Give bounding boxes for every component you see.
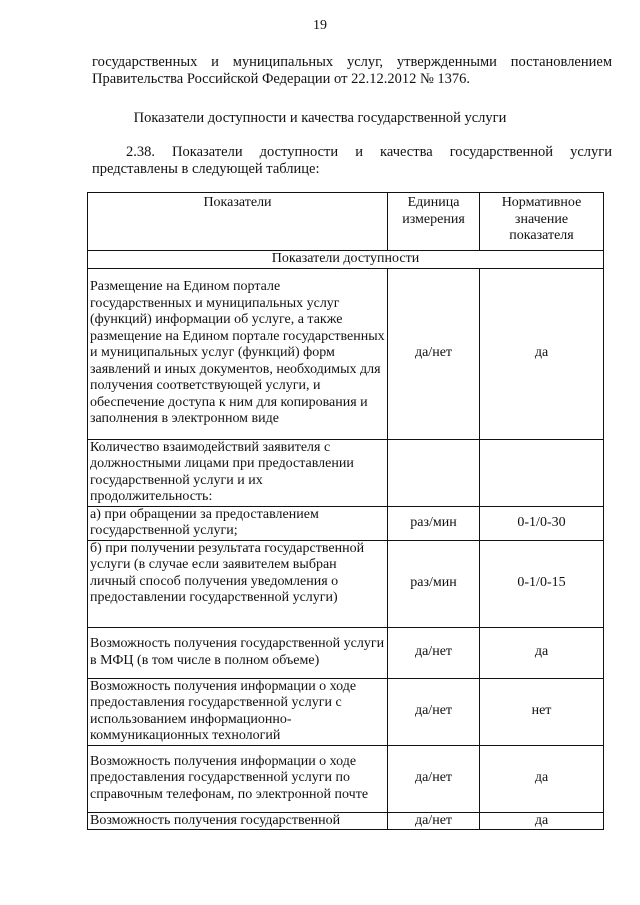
table-row xyxy=(88,439,604,506)
row-unit: да/нет xyxy=(388,812,480,830)
row-norm: да xyxy=(480,812,604,830)
row-norm: да xyxy=(480,745,604,812)
row-indicator: а) при обращении за предоставлением государственной услуги; xyxy=(88,506,388,540)
page-number: 19 xyxy=(313,18,327,33)
row-indicator: Размещение на Едином портале государственных и муниципальных услуг (функций) информации об услуге, а также размещение на Едином портале государственных и муниципальных услуг (функций) форм заявлений и иных документов, необходимых для получения соответствующей услуги, и обеспечение доступа к ним для копирования и заполнения в электронном виде xyxy=(88,268,388,439)
table-row xyxy=(88,745,604,812)
row-unit: да/нет xyxy=(388,627,480,678)
section-paragraph: 2.38. Показатели доступности и качества государственной услуги представлены в следующей таблице: xyxy=(92,144,612,177)
row-unit: да/нет xyxy=(388,745,480,812)
row-indicator: Возможность получения государственной xyxy=(88,812,388,830)
row-indicator: Количество взаимодействий заявителя с должностными лицами при предоставлении государственной услуги и их продолжительность: xyxy=(88,439,388,506)
row-unit: да/нет xyxy=(388,678,480,745)
row-unit: раз/мин xyxy=(388,506,480,540)
row-unit: раз/мин xyxy=(388,540,480,627)
row-indicator: б) при получении результата государственной услуги (в случае если заявителем выбран личный способ получения уведомления о предоставлении государственной услуги) xyxy=(88,540,388,627)
table-section-row xyxy=(88,251,604,269)
row-unit xyxy=(388,439,480,506)
indicators-table xyxy=(87,192,604,830)
intro-paragraph: государственных и муниципальных услуг, утвержденными постановлением Правительства Российской Федерации от 22.12.2012 № 1376. xyxy=(92,54,612,87)
row-indicator: Возможность получения государственной услуги в МФЦ (в том числе в полном объеме) xyxy=(88,627,388,678)
row-norm: да xyxy=(480,268,604,439)
table-header-row xyxy=(88,193,604,251)
header-unit: Единица измерения xyxy=(388,193,480,251)
header-norm: Нормативное значение показателя xyxy=(480,193,604,251)
row-norm: 0-1/0-30 xyxy=(480,506,604,540)
row-norm: нет xyxy=(480,678,604,745)
table-row xyxy=(88,678,604,745)
header-indicator: Показатели xyxy=(88,193,388,251)
table-row xyxy=(88,627,604,678)
table-row xyxy=(88,540,604,627)
table-row xyxy=(88,268,604,439)
section-heading: Показатели доступности и качества государственной услуги xyxy=(133,110,507,126)
table-row xyxy=(88,812,604,830)
table-row xyxy=(88,506,604,540)
row-norm: да xyxy=(480,627,604,678)
row-indicator: Возможность получения информации о ходе предоставления государственной услуги по справочным телефонам, по электронной почте xyxy=(88,745,388,812)
row-norm xyxy=(480,439,604,506)
row-unit: да/нет xyxy=(388,268,480,439)
section-title: Показатели доступности xyxy=(88,251,604,269)
row-norm: 0-1/0-15 xyxy=(480,540,604,627)
row-indicator: Возможность получения информации о ходе предоставления государственной услуги с использованием информационно-коммуникационных технологий xyxy=(88,678,388,745)
